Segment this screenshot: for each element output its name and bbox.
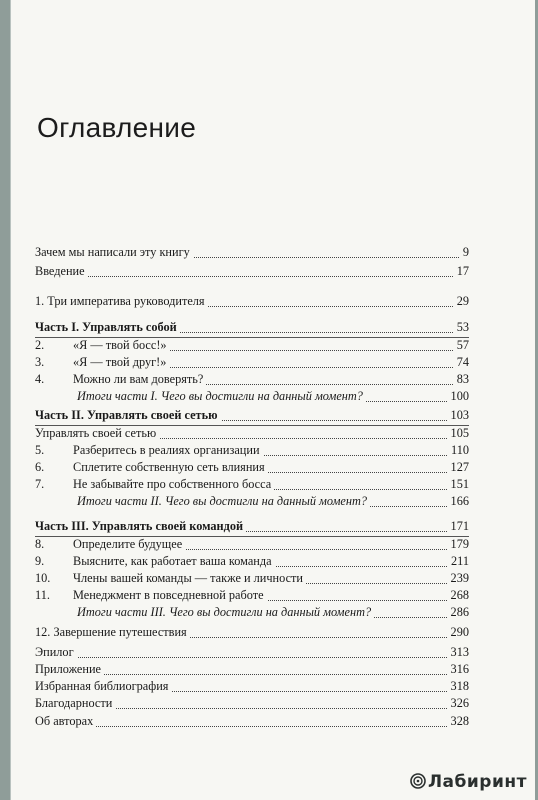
toc-entry-page: 328 <box>448 713 469 730</box>
toc-leader-dots <box>35 657 467 658</box>
toc-leader-dots <box>35 726 467 727</box>
toc-entry <box>11 624 535 641</box>
toc-entry-label: Определите будущее <box>73 536 185 553</box>
toc-entry-page: 211 <box>448 553 469 570</box>
toc-entry-number: 10. <box>35 571 51 585</box>
toc-entry <box>11 587 535 604</box>
toc-entry <box>11 661 535 678</box>
toc-entry-page: 239 <box>448 570 469 587</box>
toc-entry-page: 166 <box>448 493 469 510</box>
toc-entry-label: Приложение <box>35 661 104 678</box>
toc-entry-number: 8. <box>35 537 45 551</box>
toc-entry-page: 286 <box>448 604 469 621</box>
rule-part-2 <box>35 425 469 426</box>
toc-entry-label: Эпилог <box>35 644 77 661</box>
toc-entry-label: Часть II. Управлять своей сетью <box>35 407 221 424</box>
toc-entry-page: 9 <box>460 244 469 261</box>
watermark-text: Лабиринт <box>427 772 527 792</box>
toc-entry <box>11 319 535 336</box>
toc-entry-page: 100 <box>448 388 469 405</box>
toc-entry-number: 4. <box>35 372 45 386</box>
toc-entry <box>11 407 535 424</box>
toc-entry-page: 316 <box>448 661 469 678</box>
toc-entry <box>11 518 535 535</box>
toc-entry-page: 17 <box>454 263 469 280</box>
toc-entry <box>11 263 535 280</box>
toc-entry <box>11 553 535 570</box>
toc-entry-label: Сплетите собственную сеть влияния <box>73 459 268 476</box>
toc-entry <box>11 293 535 310</box>
toc-entry-label: Выясните, как работает ваша команда <box>73 553 275 570</box>
toc-entry-label: Введение <box>35 263 88 280</box>
toc-entry-label: «Я — твой босс!» <box>73 337 170 354</box>
toc-entry-label: 12. Завершение путешествия <box>35 624 190 641</box>
toc-entry <box>11 476 535 493</box>
toc-entry-number: 6. <box>35 460 45 474</box>
toc-entry-label: Управлять своей сетью <box>35 425 159 442</box>
toc-entry-page: 318 <box>448 678 469 695</box>
toc-entry-number: 2. <box>35 338 45 352</box>
toc-entry-page: 179 <box>448 536 469 553</box>
toc-entry-page: 57 <box>454 337 469 354</box>
rule-part-3 <box>35 536 469 537</box>
toc-entry-number: 3. <box>35 355 45 369</box>
toc-entry-label: Часть III. Управлять своей командой <box>35 518 246 535</box>
toc-entry <box>11 536 535 553</box>
toc-entry-page: 151 <box>448 476 469 493</box>
toc-entry-label: Избранная библиография <box>35 678 171 695</box>
toc-entry <box>11 493 535 510</box>
toc-entry-label: 1. Три императива руководителя <box>35 293 208 310</box>
labyrinth-logo-icon <box>410 773 426 789</box>
toc-entry <box>11 371 535 388</box>
toc-entry-label: Менеджмент в повседневной работе <box>73 587 267 604</box>
toc-entry <box>11 604 535 621</box>
toc-entry-page: 29 <box>454 293 469 310</box>
toc-entry-page: 171 <box>448 518 469 535</box>
toc-entry-number: 9. <box>35 554 45 568</box>
toc-entry <box>11 695 535 712</box>
toc-leader-dots <box>35 276 467 277</box>
toc-entry-page: 105 <box>448 425 469 442</box>
toc-entry-number: 7. <box>35 477 45 491</box>
toc-entry-page: 103 <box>448 407 469 424</box>
toc-entry <box>11 570 535 587</box>
toc-entry <box>11 244 535 261</box>
toc-entry-label: Можно ли вам доверять? <box>73 371 206 388</box>
toc-entry-page: 110 <box>448 442 469 459</box>
toc-entry-page: 290 <box>448 624 469 641</box>
toc-entry <box>11 388 535 405</box>
toc-entry-label: Благодарности <box>35 695 115 712</box>
rule-part-1 <box>35 337 469 338</box>
toc-entry-page: 127 <box>448 459 469 476</box>
toc-entry <box>11 354 535 371</box>
toc-entry-number: 5. <box>35 443 45 457</box>
page-title: Оглавление <box>37 112 197 143</box>
toc-entry-page: 53 <box>454 319 469 336</box>
toc-entry-number: 11. <box>35 588 50 602</box>
toc-entry-label: Не забывайте про собственного босса <box>73 476 274 493</box>
toc-entry-page: 268 <box>448 587 469 604</box>
toc-entry <box>11 425 535 442</box>
toc-entry-page: 83 <box>454 371 469 388</box>
toc-entry-page: 326 <box>448 695 469 712</box>
toc-entry <box>11 442 535 459</box>
toc-entry-label: Зачем мы написали эту книгу <box>35 244 193 261</box>
toc-entry-label: Об авторах <box>35 713 96 730</box>
toc-entry <box>11 337 535 354</box>
toc-entry-label: Часть I. Управлять собой <box>35 319 180 336</box>
toc-entry <box>11 713 535 730</box>
toc-entry-label: Члены вашей команды — также и личности <box>73 570 306 587</box>
toc-entry-label: Итоги части III. Чего вы достигли на данный момент? <box>77 604 374 621</box>
toc-entry-page: 313 <box>448 644 469 661</box>
toc-entry <box>11 644 535 661</box>
watermark <box>410 772 527 792</box>
toc-entry-page: 74 <box>454 354 469 371</box>
toc-entry <box>11 678 535 695</box>
toc-entry-label: Разберитесь в реалиях организации <box>73 442 263 459</box>
book-page <box>10 0 535 800</box>
toc-entry-label: Итоги части II. Чего вы достигли на данный момент? <box>77 493 370 510</box>
toc-entry-label: «Я — твой друг!» <box>73 354 169 371</box>
toc-entry-label: Итоги части I. Чего вы достигли на данный момент? <box>77 388 366 405</box>
toc-entry <box>11 459 535 476</box>
